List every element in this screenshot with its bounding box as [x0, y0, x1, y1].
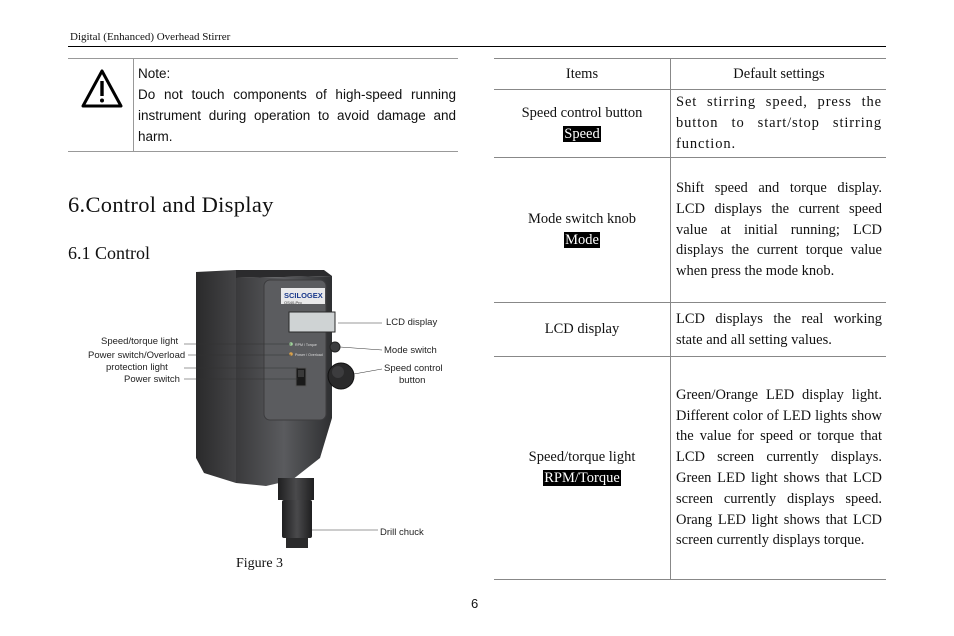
label-speed-torque-light: Speed/torque light	[101, 336, 179, 347]
label-speed-control-1: Speed control	[384, 363, 443, 374]
note-divider	[133, 58, 134, 151]
note-body: Do not touch components of high-speed running instrument during operation to avoid damage and harm.	[138, 87, 456, 144]
desc-cell: LCD displays the real working state and all setting values.	[676, 310, 882, 348]
label-mode-switch: Mode switch	[384, 345, 437, 356]
label-lcd-display: LCD display	[386, 317, 438, 328]
table-row	[494, 90, 886, 158]
label-speed-control-2: button	[399, 375, 426, 386]
item-cell	[494, 90, 671, 158]
power-panel-text: Power / Overload	[295, 353, 323, 357]
rpm-panel-text: RPM / Torque	[295, 343, 317, 347]
note-text	[138, 63, 456, 147]
item-cell	[494, 357, 671, 580]
table-row	[494, 357, 886, 580]
figure-caption: Figure 3	[236, 556, 284, 571]
desc-cell: Green/Orange LED display light. Different color of LED lights show the value for speed or torque that LCD screen currently displays. Green LED light shows that LCD screen currently displays speed. Orang LED light shows that LCD screen currently displays torque.	[676, 386, 882, 549]
header-rule	[68, 46, 886, 47]
model-text: OS40-Pro	[284, 300, 302, 305]
controls-table	[494, 58, 886, 580]
label-drill-chuck: Drill chuck	[380, 527, 424, 538]
table-row	[494, 158, 886, 303]
item-name: Speed/torque light	[528, 449, 636, 466]
table-row	[494, 303, 886, 357]
brand-logo-text: SCILOGEX	[284, 291, 323, 300]
page-number: 6	[471, 596, 479, 611]
warning-triangle-icon	[80, 68, 124, 110]
label-power-switch: Power switch	[124, 374, 180, 385]
label-power-overload-2: protection light	[106, 362, 168, 373]
item-cell	[494, 158, 671, 303]
running-header: Digital (Enhanced) Overhead Stirrer	[70, 31, 231, 43]
section-title: 6.Control and Display	[68, 192, 274, 217]
item-name: Speed control button	[521, 104, 643, 121]
chuck-collar	[278, 478, 314, 500]
mode-switch-knob	[330, 342, 340, 352]
table-header-row	[494, 59, 886, 90]
desc-cell: Set stirring speed, press the button to start/stop stirring function.	[676, 94, 882, 152]
lcd-screen	[289, 312, 335, 332]
device-side-panel	[196, 270, 236, 483]
item-tag: Mode	[565, 232, 599, 248]
item-cell	[494, 303, 671, 357]
item-tag: Speed	[564, 125, 600, 142]
stirrer-figure	[86, 268, 456, 553]
item-name: Mode switch knob	[528, 211, 636, 228]
note-heading: Note:	[138, 66, 171, 81]
item-tag: RPM/Torque	[544, 470, 620, 486]
subsection-title: 6.1 Control	[68, 243, 151, 263]
header-default-settings: Default settings	[733, 65, 825, 82]
item-name: LCD display	[544, 321, 620, 338]
drill-chuck	[282, 500, 312, 538]
header-items: Items	[494, 59, 671, 90]
desc-cell: Shift speed and torque display. LCD displays the current speed value at initial running; LCD displays the current torque value when press the mode knob.	[676, 180, 882, 280]
label-power-overload-1: Power switch/Overload	[88, 350, 186, 361]
